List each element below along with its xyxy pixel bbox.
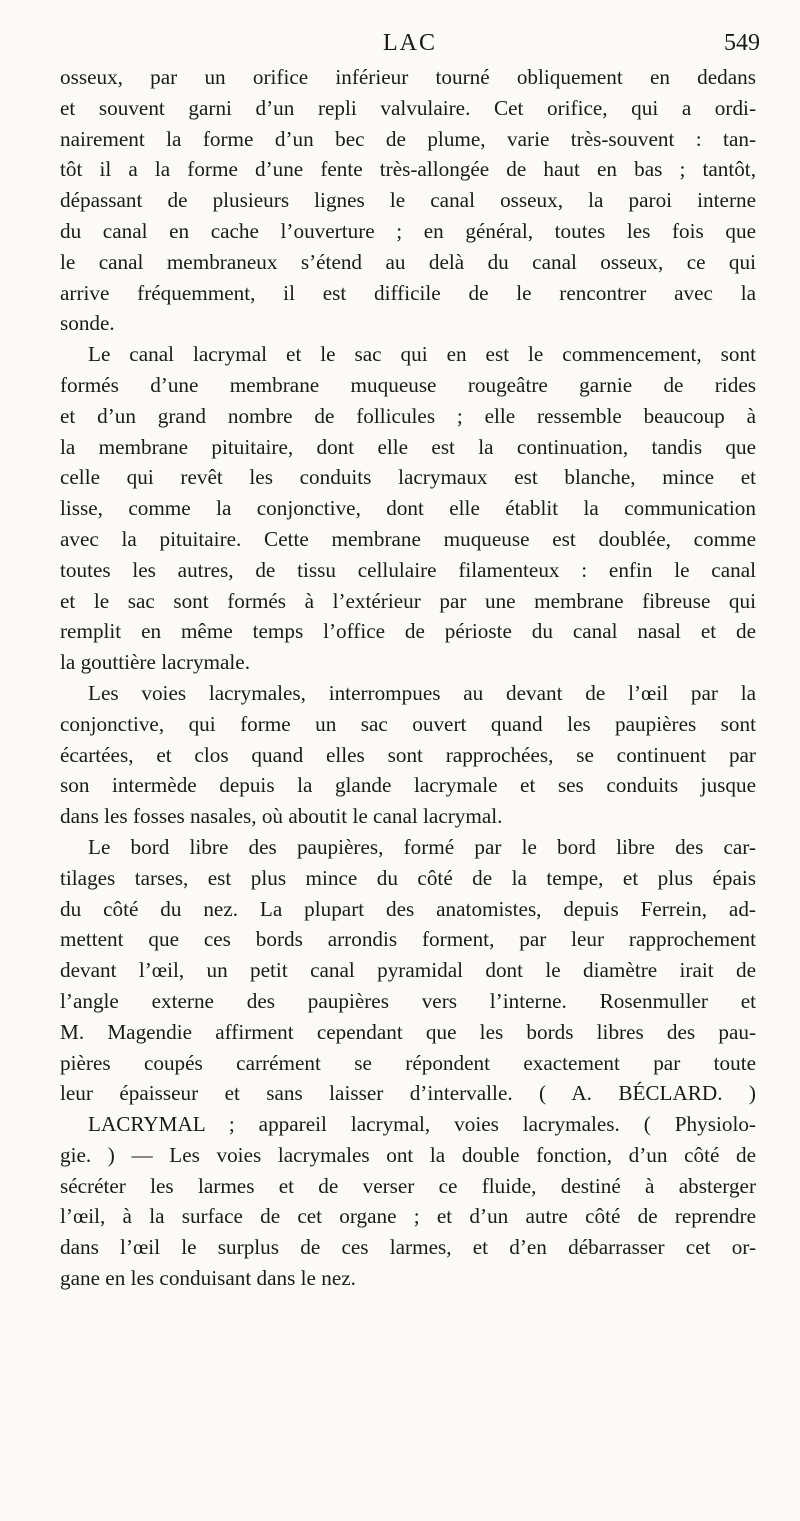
text-line: du canal en cache l’ouverture ; en général, toutes les fois que bbox=[60, 218, 756, 243]
text-line: dans l’œil le surplus de ces larmes, et d’en débarrasser cet or- bbox=[60, 1235, 756, 1260]
text-line: LACRYMAL ; appareil lacrymal, voies lacrymales. ( Physiolo- bbox=[88, 1112, 756, 1137]
text-line: tilages tarses, est plus mince du côté de la tempe, et plus épais bbox=[60, 865, 756, 890]
text-line: sécréter les larmes et de verser ce fluide, destiné à absterger bbox=[60, 1173, 756, 1198]
paragraph bbox=[60, 339, 756, 678]
text-line: conjonctive, qui forme un sac ouvert quand les paupières sont bbox=[60, 711, 756, 736]
text-line: tôt il a la forme d’une fente très-allongée de haut en bas ; tantôt, bbox=[60, 157, 756, 182]
text-line: lisse, comme la conjonctive, dont elle établit la communication bbox=[60, 496, 756, 521]
text-line: pières coupés carrément se répondent exactement par toute bbox=[60, 1050, 756, 1075]
text-line: dépassant de plusieurs lignes le canal osseux, la paroi interne bbox=[60, 188, 756, 213]
text-line: sonde. bbox=[60, 311, 115, 336]
text-line: toutes les autres, de tissu cellulaire filamenteux : enfin le canal bbox=[60, 557, 756, 582]
text-line: gie. ) — Les voies lacrymales ont la double fonction, d’un côté de bbox=[60, 1142, 756, 1167]
page-number: 549 bbox=[724, 30, 760, 56]
text-line: M. Magendie affirment cependant que les bords libres des pau- bbox=[60, 1019, 756, 1044]
text-line: arrive fréquemment, il est difficile de le rencontrer avec la bbox=[60, 280, 756, 305]
text-line: et d’un grand nombre de follicules ; elle ressemble beaucoup à bbox=[60, 403, 756, 428]
text-line: Le bord libre des paupières, formé par le bord libre des car- bbox=[88, 834, 756, 859]
text-line: devant l’œil, un petit canal pyramidal dont le diamètre irait de bbox=[60, 958, 756, 983]
text-line: l’œil, à la surface de cet organe ; et d’un autre côté de reprendre bbox=[60, 1204, 756, 1229]
text-line: l’angle externe des paupières vers l’interne. Rosenmuller et bbox=[60, 988, 756, 1013]
paragraph bbox=[60, 678, 756, 832]
text-line: remplit en même temps l’office de périoste du canal nasal et de bbox=[60, 619, 756, 644]
body-text bbox=[60, 62, 756, 1294]
text-line: formés d’une membrane muqueuse rougeâtre garnie de rides bbox=[60, 372, 756, 397]
text-line: celle qui revêt les conduits lacrymaux est blanche, mince et bbox=[60, 465, 756, 490]
text-line: la membrane pituitaire, dont elle est la continuation, tandis que bbox=[60, 434, 756, 459]
text-line: mettent que ces bords arrondis forment, par leur rapprochement bbox=[60, 927, 756, 952]
paragraph bbox=[60, 1109, 756, 1294]
text-line: la gouttière lacrymale. bbox=[60, 650, 251, 675]
text-line: Les voies lacrymales, interrompues au devant de l’œil par la bbox=[88, 680, 756, 705]
paragraph bbox=[60, 62, 756, 339]
text-line: dans les fosses nasales, où aboutit le canal lacrymal. bbox=[60, 804, 503, 829]
text-line: et souvent garni d’un repli valvulaire. Cet orifice, qui a ordi- bbox=[60, 95, 756, 120]
text-line: son intermède depuis la glande lacrymale et ses conduits jusque bbox=[60, 773, 756, 798]
text-line: du côté du nez. La plupart des anatomistes, depuis Ferrein, ad- bbox=[60, 896, 756, 921]
text-line: leur épaisseur et sans laisser d’intervalle. ( A. BÉCLARD. ) bbox=[60, 1081, 756, 1106]
page-header bbox=[60, 30, 760, 64]
text-line: avec la pituitaire. Cette membrane muqueuse est doublée, comme bbox=[60, 526, 756, 551]
paragraph bbox=[60, 832, 756, 1109]
text-line: et le sac sont formés à l’extérieur par une membrane fibreuse qui bbox=[60, 588, 756, 613]
text-line: gane en les conduisant dans le nez. bbox=[60, 1266, 356, 1291]
running-head: LAC bbox=[383, 30, 437, 56]
text-line: Le canal lacrymal et le sac qui en est le commencement, sont bbox=[88, 342, 756, 367]
text-line: écartées, et clos quand elles sont rapprochées, se continuent par bbox=[60, 742, 756, 767]
text-line: le canal membraneux s’étend au delà du canal osseux, ce qui bbox=[60, 249, 756, 274]
text-line: nairement la forme d’un bec de plume, varie très-souvent : tan- bbox=[60, 126, 756, 151]
text-line: osseux, par un orifice inférieur tourné obliquement en dedans bbox=[60, 65, 756, 89]
